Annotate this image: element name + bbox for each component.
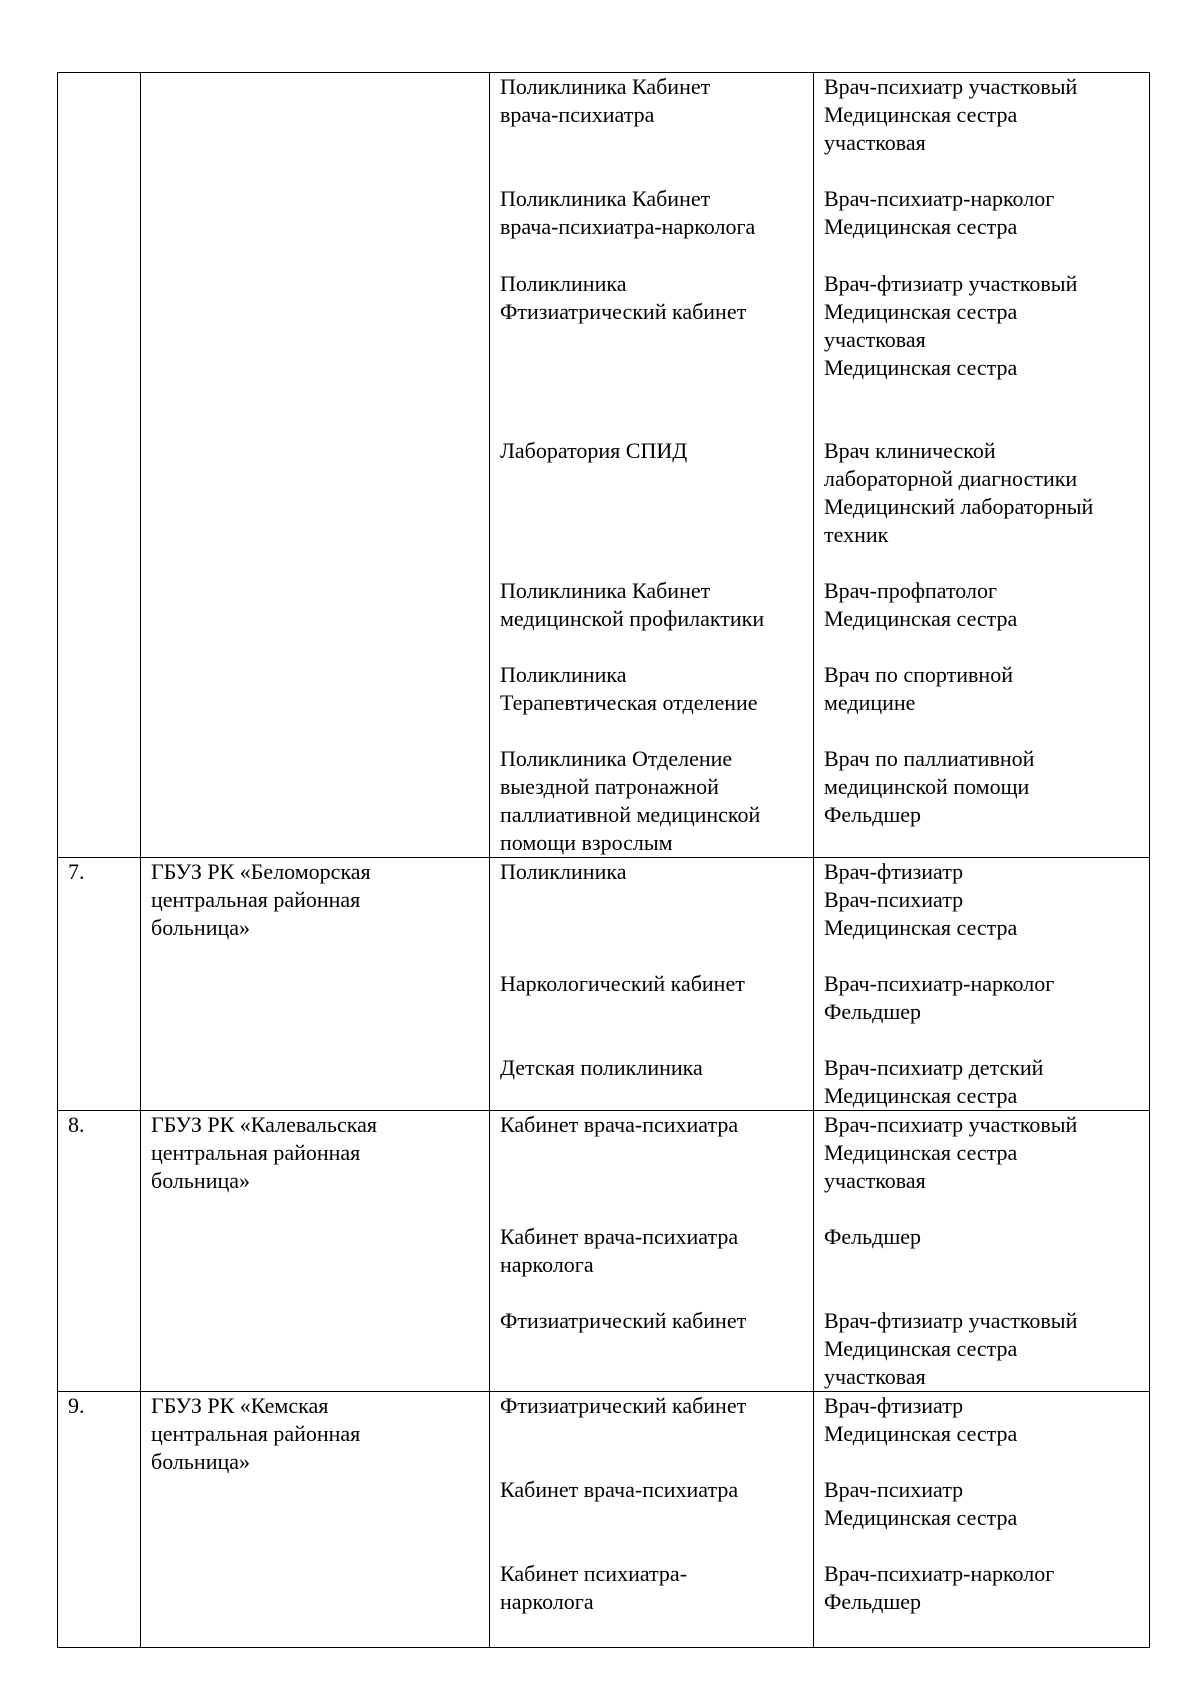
staff-cell: Врач-фтизиатр Медицинская сестра <box>824 1393 1018 1446</box>
unit-cell: Фтизиатрический кабинет <box>500 1308 747 1333</box>
unit-cell: Кабинет психиатра- нарколога <box>500 1561 688 1614</box>
staff-cell: Врач-фтизиатр участковый Медицинская сестра участковая <box>824 1308 1078 1389</box>
staff-cell: Врач-психиатр-нарколог Фельдшер <box>824 1561 1055 1614</box>
unit-cell: Кабинет врача-психиатра нарколога <box>500 1224 739 1277</box>
staff-cell: Врач-психиатр-нарколог Фельдшер <box>824 971 1055 1024</box>
table-border-bottom <box>57 1647 1150 1648</box>
staff-cell: Врач-фтизиатр Врач-психиатр Медицинская сестра <box>824 859 1018 940</box>
staff-cell: Врач-психиатр участковый Медицинская сестра участковая <box>824 1112 1078 1193</box>
organization-cell: ГБУЗ РК «Кемская центральная районная больница» <box>151 1393 361 1474</box>
unit-cell: Поликлиника Фтизиатрический кабинет <box>500 271 747 324</box>
table-border-col1 <box>140 72 141 1648</box>
table-border-col2 <box>489 72 490 1648</box>
unit-cell: Фтизиатрический кабинет <box>500 1393 747 1418</box>
unit-cell: Кабинет врача-психиатра <box>500 1477 739 1502</box>
unit-cell: Детская поликлиника <box>500 1055 703 1080</box>
unit-cell: Поликлиника Кабинет медицинской профилактики <box>500 578 765 631</box>
unit-cell: Кабинет врача-психиатра <box>500 1112 739 1137</box>
unit-cell: Лаборатория СПИД <box>500 438 688 463</box>
staff-cell: Врач-психиатр Медицинская сестра <box>824 1477 1018 1530</box>
staff-cell: Врач-психиатр участковый Медицинская сестра участковая <box>824 74 1078 155</box>
staff-cell: Врач-психиатр детский Медицинская сестра <box>824 1055 1044 1108</box>
unit-cell: Поликлиника Кабинет врача-психиатра <box>500 74 711 127</box>
staff-cell: Фельдшер <box>824 1224 922 1249</box>
unit-cell: Наркологический кабинет <box>500 971 745 996</box>
staff-cell: Врач клинической лабораторной диагностики Медицинский лабораторный техник <box>824 438 1094 547</box>
row-number: 9. <box>68 1393 85 1418</box>
row-number: 7. <box>68 859 85 884</box>
row-number: 8. <box>68 1112 85 1137</box>
organization-cell: ГБУЗ РК «Калевальская центральная районная больница» <box>151 1112 377 1193</box>
table-border-col3 <box>813 72 814 1648</box>
unit-cell: Поликлиника Отделение выездной патронажной паллиативной медицинской помощи взрослым <box>500 746 761 855</box>
staff-cell: Врач-профпатолог Медицинская сестра <box>824 578 1018 631</box>
staff-cell: Врач-фтизиатр участковый Медицинская сестра участковая Медицинская сестра <box>824 271 1078 380</box>
table-border-right <box>1149 72 1150 1648</box>
table-border-left <box>57 72 58 1648</box>
staff-cell: Врач по спортивной медицине <box>824 662 1013 715</box>
staff-cell: Врач-психиатр-нарколог Медицинская сестра <box>824 186 1055 239</box>
staff-cell: Врач по паллиативной медицинской помощи Фельдшер <box>824 746 1035 827</box>
unit-cell: Поликлиника <box>500 859 627 884</box>
unit-cell: Поликлиника Терапевтическая отделение <box>500 662 758 715</box>
unit-cell: Поликлиника Кабинет врача-психиатра-нарколога <box>500 186 756 239</box>
organization-cell: ГБУЗ РК «Беломорская центральная районная больница» <box>151 859 371 940</box>
